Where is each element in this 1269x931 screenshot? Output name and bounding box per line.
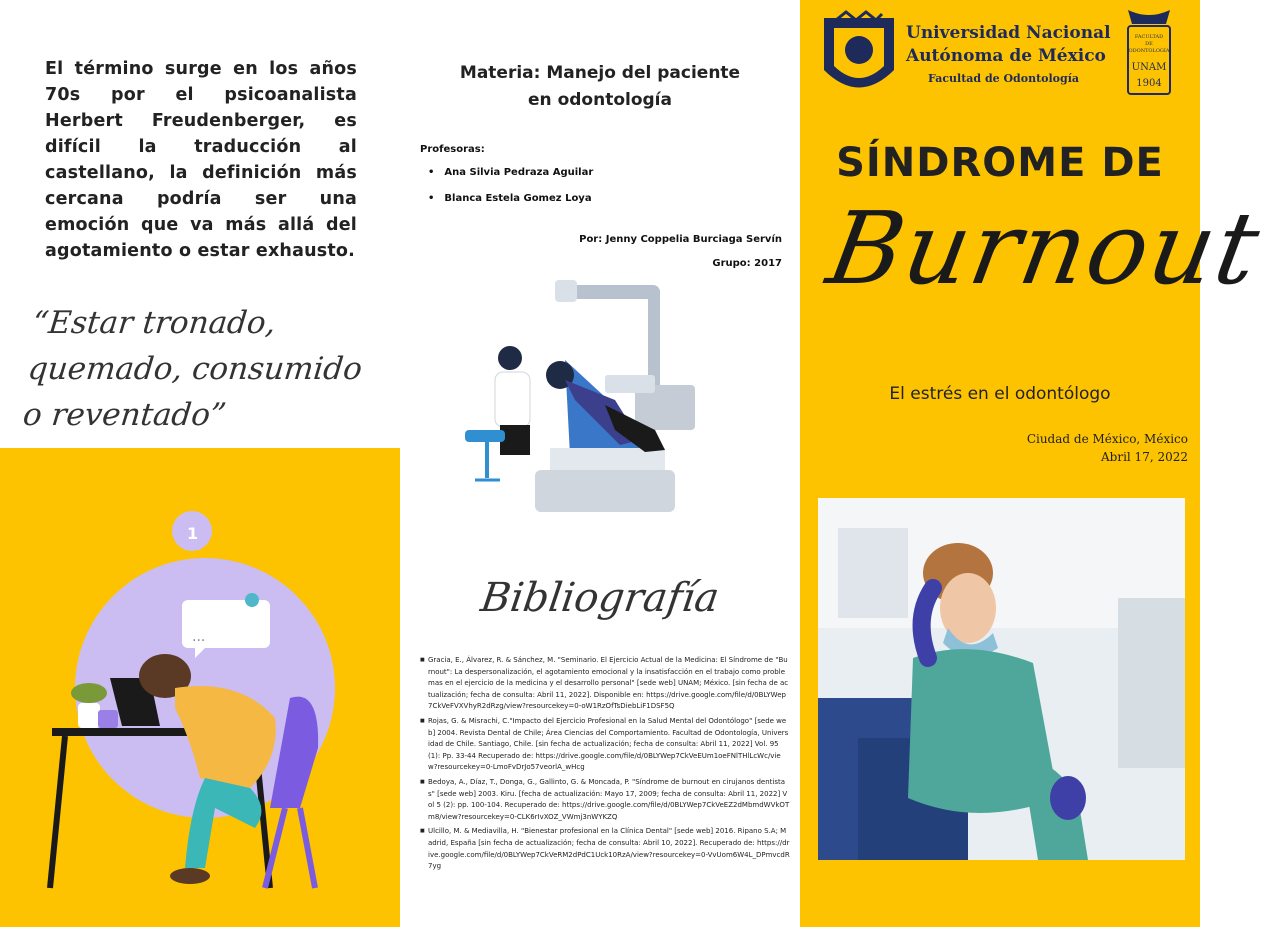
lamp-arm bbox=[565, 285, 660, 299]
bibliography-item: ■ Rojas, G. & Misrachi, C."Impacto del Ejercicio Profesional en la Salud Mental del Odontólogo" [sede web] 2004. Revista Dental de Chile; Área Ciencias del Comportamiento. Facultad de Odontología, Universidad de Chile. Santiago, Chile. [sin fecha de actualización; fecha de consulta: Abril 11, 2022] Vol. 95 (1): Pp. 33-44 Recuperado de: https://drive.google.com/file/d/0BLYWep7CkVeEUm1oeFNlTHlLcWc/view?resourcekey=0-LmoFvDrJo57veorlA_wHcg bbox=[420, 716, 790, 774]
location-date bbox=[1027, 430, 1188, 466]
bibliography-item: ■ Bedoya, A., Díaz, T., Donga, G., Gallinto, G. & Moncada, P. "Síndrome de burnout en cirujanos dentistas" [sede web] 2003. Kiru. [fecha de actualización: Mayo 17, 2009; fecha de consulta: Abril 11, 2022] Vol 5 (2): pp. 100-104. Recuperado de: https://drive.google.com/file/d/0BLYWep7CkVeEZ2dMbmdWVkOTm8/view?resourcekey=0-CLK6rIvXOZ_VWmj3nWYKZQ bbox=[420, 777, 790, 823]
university-line-1: Universidad Nacional bbox=[906, 23, 1111, 43]
city-text: Ciudad de México, México bbox=[1026, 432, 1188, 446]
shield-text-4: UNAM bbox=[1131, 62, 1167, 73]
bibliography-item: ■ Gracia, E., Álvarez, R. & Sánchez, M. "Seminario. El Ejercicio Actual de la Medicina: El Síndrome de "Burnout": La despersonalización, el agotamiento emocional y la insatisfacción en el trabajo como problemas en el ejercicio de la medicina y el desarrollo personal" [sede web] UNAM; México. [sin fecha de actualización; fecha de consulta: Abril 11, 2022]. Disponible en: https://drive.google.com/file/d/0BLYWep7CkVeFVXVhyR2dRzg/view?resourcekey=0-oW1RzOfTsDiebLiF1DSF5Q bbox=[420, 655, 790, 713]
subject-line-1: Materia: Manejo del paciente bbox=[459, 63, 741, 83]
shield-text-1: FACULTAD bbox=[1134, 34, 1164, 40]
bibliography-title: Bibliografía bbox=[478, 575, 722, 621]
badge-number: 1 bbox=[187, 524, 199, 543]
shield-text-3: ODONTOLOGÍA bbox=[1128, 48, 1170, 54]
middle-panel bbox=[400, 0, 800, 927]
stressed-dentist-photo bbox=[818, 498, 1185, 860]
subject-title bbox=[400, 60, 800, 114]
university-name bbox=[906, 22, 1111, 68]
title-sindrome: SÍNDROME DE bbox=[836, 140, 1164, 186]
chat-bubble-dots: ... bbox=[192, 629, 206, 645]
group-text: Grupo: 2017 bbox=[712, 258, 782, 269]
title-burnout: Burnout bbox=[819, 190, 1269, 307]
author-text: Por: Jenny Coppelia Burciaga Servín bbox=[579, 234, 782, 245]
intro-paragraph: El término surge en los años 70s por el psicoanalista Herbert Freudenberger, es difícil la traducción al castellano, la definición más cercana podría ser una emoción que va más allá del agotamiento o estar exhausto. bbox=[45, 58, 357, 261]
plant bbox=[71, 683, 107, 703]
illustration-background bbox=[0, 448, 400, 927]
faculty-name: Facultad de Odontología bbox=[928, 72, 1079, 85]
professor-item: • Blanca Estela Gomez Loya bbox=[428, 186, 593, 212]
quote-text: “Estar tronado, quemado, consumido o reventado” bbox=[21, 305, 364, 433]
mug bbox=[98, 710, 118, 728]
glove-right bbox=[1050, 776, 1086, 820]
professors-list bbox=[428, 160, 593, 212]
notification-dot bbox=[245, 593, 259, 607]
subtitle: El estrés en el odontólogo bbox=[889, 384, 1111, 404]
date-text: Abril 17, 2022 bbox=[1100, 450, 1188, 464]
bibliography-item: ■ Ulcillo, M. & Mediavilla, H. "Bienestar profesional en la Clínica Dental" [sede web] 2016. Ripano S.A; Madrid, España [sin fecha de actualización; fecha de consulta: Abril 10, 2022]. Recuperado de: https://drive.google.com/file/d/0BLYWep7CkVeRM2dPdC1Uck10RzA/view?resourcekey=0-VvUom6W4L_DPmvcdR7yg bbox=[420, 826, 790, 872]
shield-text-2: DE bbox=[1145, 41, 1153, 47]
dental-chair-illustration bbox=[465, 280, 715, 525]
professors-label: Profesoras: bbox=[420, 144, 485, 155]
burnout-illustration bbox=[0, 448, 400, 927]
dentist-stool bbox=[465, 430, 505, 442]
subject-line-2: en odontología bbox=[528, 90, 672, 110]
person-shoes bbox=[170, 868, 210, 884]
bibliography-list bbox=[420, 655, 790, 876]
university-line-2: Autónoma de México bbox=[906, 46, 1106, 66]
left-panel bbox=[0, 0, 400, 927]
shield-text-5: 1904 bbox=[1136, 78, 1162, 89]
dental-lamp bbox=[555, 280, 577, 302]
plant-pot bbox=[78, 703, 100, 728]
dentist-coat bbox=[495, 372, 530, 427]
unam-crest-icon bbox=[816, 10, 902, 100]
professor-item: • Ana Silvia Pedraza Aguilar bbox=[428, 160, 593, 186]
dentist-head bbox=[498, 346, 522, 370]
faculty-shield-icon bbox=[1108, 10, 1190, 100]
